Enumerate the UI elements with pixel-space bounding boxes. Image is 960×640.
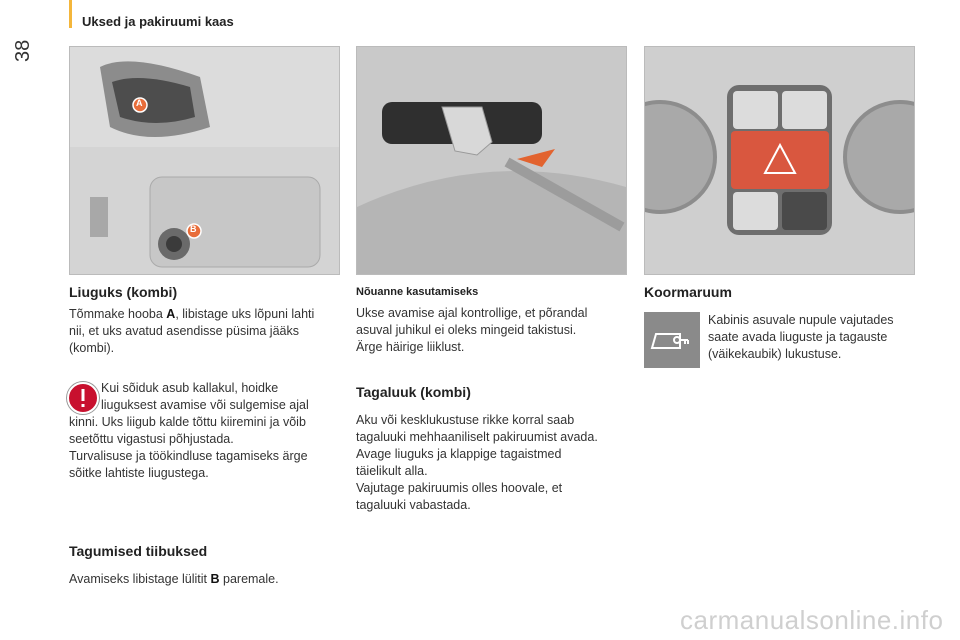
callout-b-label: B xyxy=(190,224,197,234)
photo-door-handles xyxy=(69,46,340,275)
van-lock-icon xyxy=(644,312,700,368)
section-title: Uksed ja pakiruumi kaas xyxy=(82,14,234,29)
heading-nouanne: Nõuanne kasutamiseks xyxy=(356,286,479,298)
watermark: carmanualsonline.info xyxy=(680,605,944,635)
cargo-lock-button xyxy=(782,192,827,230)
photo-tailgate-lever xyxy=(356,46,627,275)
warning-text: Kui sõiduk asub kallakul, hoidke liuguksest avamise või sulgemise ajal kinni. Uks liigub kalde tõttu kiiremini ja võib seetõttu vigastusi põhjustada. Turvalisuse ja töökindluse tagamiseks ärge sõitke lahtiste liugustega. xyxy=(69,381,309,480)
callout-a-label: A xyxy=(136,98,143,108)
page-number: 38 xyxy=(12,39,34,62)
paragraph-tagaluuk: Aku või kesklukustuse rikke korral saab tagaluuki mehhaaniliselt pakiruumist avada. Avage liuguks ja klappige tagaistmed täielikult alla. Vajutage pakiruumis olles hoovale, et tagaluuki vabastada. xyxy=(356,413,598,512)
paragraph-liuguks: Tõmmake hooba A, libistage uks lõpuni lahti nii, et uks avatud asendisse püsima jääks (kombi). xyxy=(69,307,315,355)
tailgate-lever-illustration xyxy=(357,47,626,274)
heading-tagumised: Tagumised tiibuksed xyxy=(69,543,208,559)
photo-switch-panel xyxy=(644,46,915,275)
door-handle-illustration xyxy=(70,47,339,274)
paragraph-nouanne: Ukse avamise ajal kontrollige, et põrandal asuval juhikul ei oleks mingeid takistusi. Ärge häirige liiklust. xyxy=(356,306,588,354)
heading-liuguks: Liuguks (kombi) xyxy=(69,284,178,300)
hazard-button xyxy=(731,131,829,189)
switch-panel-illustration xyxy=(645,47,914,274)
paragraph-koormaruum: Kabinis asuvale nupule vajutades saate avada liuguste ja tagauste (väikekaubik) lukustuse. xyxy=(708,313,894,361)
section-accent-bar xyxy=(69,0,72,28)
paragraph-tagumised: Avamiseks libistage lülitit B paremale. xyxy=(69,572,279,586)
heading-tagaluuk: Tagaluuk (kombi) xyxy=(356,384,471,400)
heading-koormaruum: Koormaruum xyxy=(644,284,732,300)
